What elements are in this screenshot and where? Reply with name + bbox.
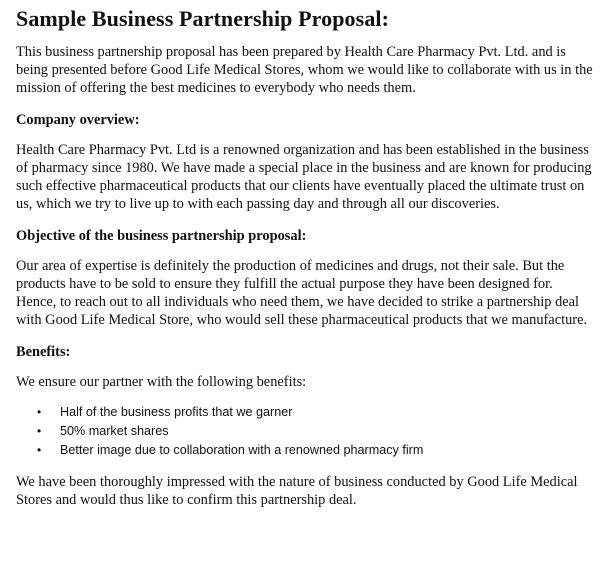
bullet-icon: •	[37, 405, 42, 419]
section-heading-objective: Objective of the business partnership proposal:	[16, 228, 307, 244]
bullet-icon: •	[37, 443, 42, 457]
document-title: Sample Business Partnership Proposal:	[16, 6, 390, 31]
objective-paragraph: Our area of expertise is definitely the production of medicines and drugs, not their sale. But the products have to be sold to ensure they fulfill the actual purpose they have been designed for. Hence, to reach out to all individuals who need them, we have decided to strike a partnership deal with Good Life Medical Store, who would sell these pharmaceutical products that we manufacture.	[16, 258, 588, 328]
benefits-list	[16, 403, 596, 460]
section-heading-benefits: Benefits:	[16, 344, 71, 360]
benefit-text: Half of the business profits that we garner	[60, 405, 293, 419]
benefit-text: 50% market shares	[60, 424, 169, 438]
section-heading-company-overview: Company overview:	[16, 112, 140, 128]
document-page	[16, 0, 596, 509]
company-overview-paragraph: Health Care Pharmacy Pvt. Ltd is a renowned organization and has been established in the business of pharmacy since 1980. We have made a special place in the business and are known for producing such effective pharmaceutical products that our clients have eventually placed the ultimate trust on us, which we try to live up to with each passing day and through all our discoveries.	[16, 142, 592, 212]
list-item	[16, 422, 596, 441]
list-item	[16, 441, 596, 460]
intro-paragraph: This business partnership proposal has been prepared by Health Care Pharmacy Pvt. Ltd. and is being presented before Good Life Medical Stores, whom we would like to collaborate with us in the mission of offering the best medicines to everybody who needs them.	[16, 44, 593, 96]
list-item	[16, 403, 596, 422]
closing-paragraph: We have been thoroughly impressed with the nature of business conducted by Good Life Medical Stores and would thus like to confirm this partnership deal.	[16, 474, 578, 508]
benefits-intro-paragraph: We ensure our partner with the following benefits:	[16, 374, 307, 390]
bullet-icon: •	[37, 424, 42, 438]
benefit-text: Better image due to collaboration with a renowned pharmacy firm	[60, 443, 424, 457]
